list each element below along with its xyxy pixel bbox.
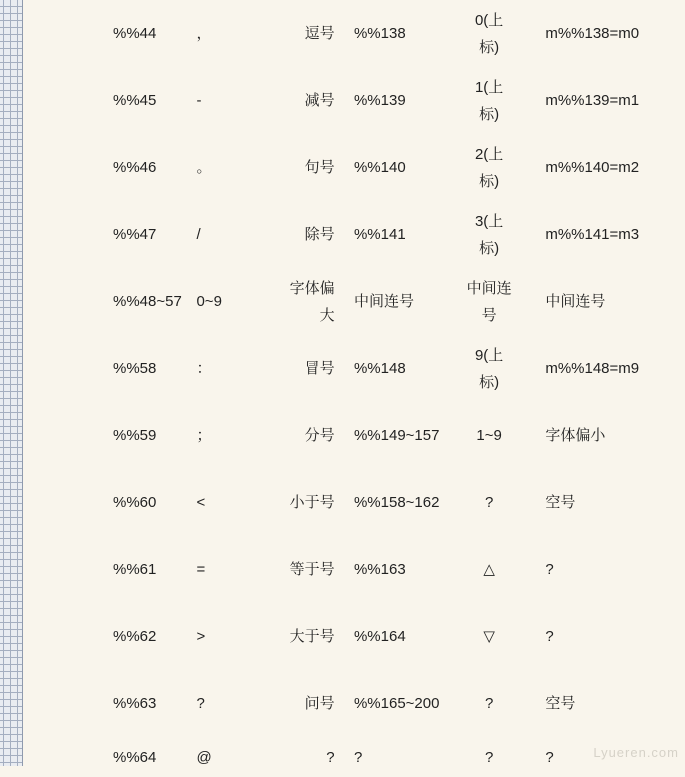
code2-cell [354, 469, 466, 536]
char-text: ? [196, 695, 205, 712]
example-cell [545, 469, 685, 536]
code2-cell [354, 268, 466, 335]
table-row [23, 670, 685, 737]
char-text: @ [196, 748, 212, 766]
char-cell [196, 469, 284, 536]
code2-cell [354, 0, 466, 67]
code-text: %%47 [113, 226, 157, 243]
example-text: m%%138=m0 [545, 25, 640, 42]
code2-text: ? [353, 748, 363, 766]
char2-cell [466, 603, 545, 670]
code-text: %%58 [113, 360, 157, 377]
char-cell [196, 268, 284, 335]
code-text: %%46 [113, 159, 157, 176]
code-text: %%64 [113, 748, 157, 766]
char-cell [196, 67, 284, 134]
code2-text: %%158~162 [353, 494, 440, 511]
char2-text: 9(上标) [474, 346, 504, 391]
char-text: - [196, 92, 202, 109]
char-cell [196, 0, 284, 67]
name-cell [285, 134, 354, 201]
char2-cell [466, 469, 545, 536]
table-row [23, 737, 685, 777]
char2-text: ▽ [483, 628, 495, 645]
char2-text: 1~9 [476, 427, 502, 444]
name-cell [285, 268, 354, 335]
char2-text: 3(上标) [474, 212, 504, 257]
example-cell [545, 268, 685, 335]
table-row [23, 67, 685, 134]
code-cell [23, 201, 196, 268]
table-row [23, 402, 685, 469]
name-cell [285, 402, 354, 469]
example-text: 空号 [545, 695, 576, 712]
example-cell [545, 402, 685, 469]
char2-text: △ [483, 561, 495, 578]
name-text: 等于号 [289, 561, 335, 578]
special-char-table [23, 0, 685, 777]
name-text: ? [326, 748, 335, 766]
table-row [23, 469, 685, 536]
name-text: 问号 [304, 695, 335, 712]
char2-cell [466, 670, 545, 737]
code2-cell [354, 402, 466, 469]
decorative-border [0, 0, 23, 766]
example-cell [545, 335, 685, 402]
char2-text: 0(上标) [474, 11, 504, 56]
name-cell [285, 469, 354, 536]
name-cell [285, 536, 354, 603]
name-cell [285, 603, 354, 670]
char-cell [196, 603, 284, 670]
table-row [23, 335, 685, 402]
name-cell [285, 335, 354, 402]
code2-text: %%163 [353, 561, 406, 578]
char2-cell [466, 201, 545, 268]
char-text: / [196, 226, 201, 243]
char-text: > [196, 628, 206, 645]
code2-cell [354, 134, 466, 201]
name-text: 冒号 [304, 360, 335, 377]
char2-cell [466, 67, 545, 134]
name-text: 大于号 [289, 628, 335, 645]
table-row [23, 268, 685, 335]
char2-text: 1(上标) [474, 78, 504, 123]
code-text: %%45 [113, 92, 157, 109]
code2-text: %%165~200 [353, 695, 440, 712]
name-cell [285, 737, 354, 777]
char2-text: ? [484, 494, 494, 511]
code2-cell [354, 670, 466, 737]
char2-text: ? [484, 695, 494, 712]
code-cell [23, 737, 196, 777]
char-text: 0~9 [196, 293, 222, 310]
char-cell [196, 201, 284, 268]
name-text: 除号 [304, 226, 335, 243]
example-text: 空号 [545, 494, 576, 511]
example-cell [545, 67, 685, 134]
name-cell [285, 67, 354, 134]
name-cell [285, 0, 354, 67]
name-text: 小于号 [289, 494, 335, 511]
code-cell [23, 402, 196, 469]
char-text: 。 [196, 159, 212, 176]
char2-cell [466, 134, 545, 201]
char2-text: 中间连号 [466, 279, 512, 324]
watermark: Lyueren.com [593, 745, 679, 760]
code-text: %%44 [113, 25, 157, 42]
table-row [23, 201, 685, 268]
char2-text: 2(上标) [474, 145, 504, 190]
code-text: %%62 [113, 628, 157, 645]
table-row [23, 134, 685, 201]
code-cell [23, 67, 196, 134]
example-text: m%%140=m2 [545, 159, 640, 176]
code2-cell [354, 67, 466, 134]
code2-text: %%148 [353, 360, 406, 377]
char2-text: ? [484, 748, 494, 766]
char-cell [196, 737, 284, 777]
example-text: m%%148=m9 [545, 360, 640, 377]
name-cell [285, 670, 354, 737]
example-cell [545, 201, 685, 268]
code-cell [23, 134, 196, 201]
example-cell [545, 603, 685, 670]
code-cell [23, 268, 196, 335]
code-text: %%48~57 [113, 293, 182, 310]
example-cell [545, 670, 685, 737]
char2-cell [466, 335, 545, 402]
code-cell [23, 335, 196, 402]
char2-cell [466, 0, 545, 67]
example-text: ? [545, 628, 554, 645]
code2-cell [354, 335, 466, 402]
example-text: 中间连号 [545, 293, 606, 310]
code-cell [23, 670, 196, 737]
code2-cell [354, 603, 466, 670]
code-text: %%63 [113, 695, 157, 712]
name-text: 字体偏大 [289, 279, 335, 324]
char-cell [196, 536, 284, 603]
char-text: = [196, 561, 206, 578]
code-cell [23, 0, 196, 67]
char-text: < [196, 494, 206, 511]
example-cell [545, 134, 685, 201]
example-text: ? [545, 561, 554, 578]
code2-text: 中间连号 [353, 293, 414, 310]
code-text: %%60 [113, 494, 157, 511]
example-text: m%%139=m1 [545, 92, 640, 109]
code2-cell [354, 201, 466, 268]
table-row [23, 0, 685, 67]
char-text: ， [196, 25, 212, 42]
example-text: 字体偏小 [545, 427, 606, 444]
table-row [23, 603, 685, 670]
name-text: 减号 [304, 92, 335, 109]
char2-cell [466, 737, 545, 777]
char2-cell [466, 268, 545, 335]
code2-cell [354, 737, 466, 777]
code2-cell [354, 536, 466, 603]
code2-text: %%149~157 [353, 427, 440, 444]
code-cell [23, 603, 196, 670]
name-text: 逗号 [304, 25, 335, 42]
char-text: ： [196, 360, 212, 377]
char-cell [196, 670, 284, 737]
example-text: m%%141=m3 [545, 226, 640, 243]
name-text: 句号 [304, 159, 335, 176]
example-text: ? [545, 748, 554, 766]
code2-text: %%164 [353, 628, 406, 645]
content-area [23, 0, 685, 766]
code2-text: %%139 [353, 92, 406, 109]
code-text: %%61 [113, 561, 157, 578]
char-text: ； [196, 427, 212, 444]
code2-text: %%141 [353, 226, 406, 243]
example-cell [545, 0, 685, 67]
example-cell [545, 536, 685, 603]
table-row [23, 536, 685, 603]
name-text: 分号 [304, 427, 335, 444]
char-cell [196, 402, 284, 469]
code-text: %%59 [113, 427, 157, 444]
char-cell [196, 134, 284, 201]
char2-cell [466, 536, 545, 603]
code2-text: %%140 [353, 159, 406, 176]
code-cell [23, 469, 196, 536]
char2-cell [466, 402, 545, 469]
code-cell [23, 536, 196, 603]
code2-text: %%138 [353, 25, 406, 42]
name-cell [285, 201, 354, 268]
char-cell [196, 335, 284, 402]
